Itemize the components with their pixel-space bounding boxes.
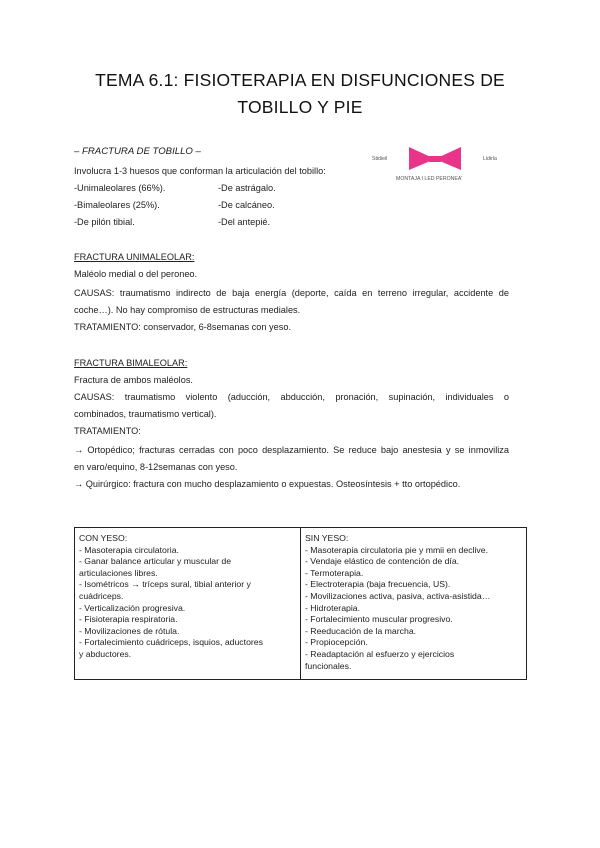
logo-left-word: Stidieil: [372, 156, 388, 162]
treatment-table: [74, 527, 527, 680]
logo-caption: MONTAJA I LED PERONEA': [396, 176, 463, 182]
table-cell-line: - Verticalización progresiva.: [79, 602, 186, 613]
intro-text: Involucra 1-3 huesos que conforman la articulación del tobillo:: [74, 166, 326, 176]
unimaleolar-line1: Maléolo medial o del peroneo.: [74, 269, 198, 279]
list-item-col2-3: -Del antepié.: [218, 217, 271, 227]
bimaleolar-ortopedico-2: en varo/equino, 8-12semanas con yeso.: [74, 462, 238, 472]
section-heading-fractura-tobillo: – FRACTURA DE TOBILLO –: [74, 146, 201, 157]
section-heading-bimaleolar: FRACTURA BIMALEOLAR:: [74, 358, 188, 368]
bimaleolar-ortopedico-1: → Ortopédico; fracturas cerradas con poco desplazamiento. Se reduce bajo anestesia y se inmoviliza: [74, 445, 509, 455]
table-cell-line: y abductores.: [79, 648, 132, 659]
list-item-col1-2: -Bimaleolares (25%).: [74, 200, 160, 210]
table-cell-line: - Movilizaciones activa, pasiva, activa-asistida…: [305, 590, 491, 601]
table-header-sin-yeso: SIN YESO:: [305, 533, 349, 543]
table-cell-line: articulaciones libres.: [79, 567, 158, 578]
table-cell-line: - Fortalecimiento muscular progresivo.: [305, 614, 453, 625]
unimaleolar-causas-1: CAUSAS: traumatismo indirecto de baja energía (deporte, caída en terreno irregular, accidente de: [74, 288, 509, 298]
page-title: [0, 67, 600, 121]
unimaleolar-causas-2: coche…). No hay compromiso de estructuras mediales.: [74, 305, 301, 315]
bimaleolar-causas-2: combinados, traumatismo vertical).: [74, 409, 217, 419]
table-cell-line: - Readaptación al esfuerzo y ejercicios: [305, 648, 455, 659]
page-title-line-1: TEMA 6.1: FISIOTERAPIA EN DISFUNCIONES DE: [95, 70, 505, 90]
table-cell-line: - Isométricos → tríceps sural, tibial anterior y: [79, 579, 251, 590]
table-cell-line: - Reeducación de la marcha.: [305, 625, 417, 636]
table-cell-line: - Electroterapia (baja frecuencia, US).: [305, 579, 451, 590]
table-cell-line: cuádriceps.: [79, 590, 124, 601]
table-cell-line: - Movilizaciones de rótula.: [79, 625, 180, 636]
bimaleolar-quirurgico: → Quirúrgico: fractura con mucho desplazamiento o expuestas. Osteosíntesis + tto ortopédico.: [74, 479, 461, 489]
table-header-con-yeso: CON YESO:: [79, 533, 128, 543]
unimaleolar-tratamiento: TRATAMIENTO: conservador, 6-8semanas con yeso.: [74, 322, 292, 332]
table-cell-line: - Propiocepción.: [305, 637, 368, 648]
list-item-col2-1: -De astrágalo.: [218, 183, 276, 193]
bimaleolar-causas-1: CAUSAS: traumatismo violento (aducción, abducción, pronación, supinación, individuales o: [74, 392, 509, 402]
table-cell-line: funcionales.: [305, 660, 352, 671]
logo-right-word: Lidirla: [483, 156, 497, 162]
list-item-col2-2: -De calcáneo.: [218, 200, 275, 210]
table-cell-line: - Fisioterapia respiratoria.: [79, 614, 178, 625]
bimaleolar-line1: Fractura de ambos maléolos.: [74, 375, 193, 385]
page-title-line-2: TOBILLO Y PIE: [237, 97, 363, 117]
list-item-col1-3: -De pilón tibial.: [74, 217, 135, 227]
table-cell-line: - Masoterapia circulatoria.: [79, 544, 179, 555]
list-item-col1-1: -Unimaleolares (66%).: [74, 183, 166, 193]
table-cell-line: - Termoterapia.: [305, 567, 364, 578]
bimaleolar-tratamiento: TRATAMIENTO:: [74, 426, 141, 436]
table-cell-line: - Hidroterapia.: [305, 602, 361, 613]
section-heading-unimaleolar: FRACTURA UNIMALEOLAR:: [74, 252, 195, 262]
table-cell-line: - Masoterapia circulatoria pie y mmii en declive.: [305, 544, 488, 555]
table-column-sin-yeso: [301, 528, 526, 679]
table-column-con-yeso: [75, 528, 301, 679]
table-cell-line: - Vendaje elástico de contención de día.: [305, 556, 460, 567]
table-cell-line: - Fortalecimiento cuádriceps, isquios, aductores: [79, 637, 263, 648]
table-cell-line: - Ganar balance articular y muscular de: [79, 556, 232, 567]
logo: [343, 138, 528, 188]
